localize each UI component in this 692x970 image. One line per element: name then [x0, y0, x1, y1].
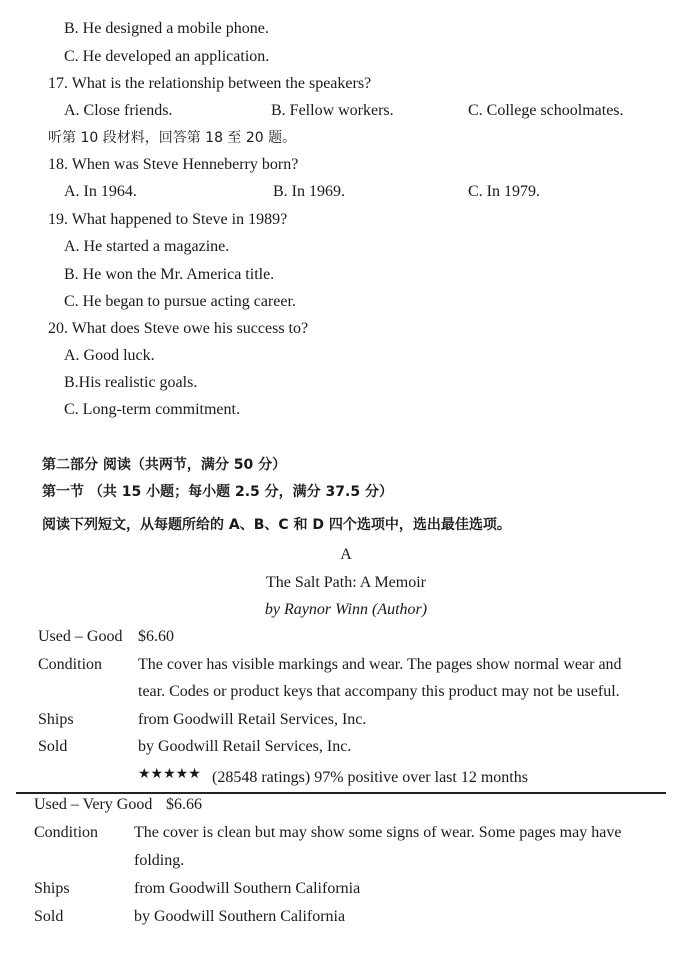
- q19-option-a: A. He started a magazine.: [64, 238, 230, 255]
- q18-option-b: B. In 1969.: [273, 183, 345, 200]
- divider: [16, 792, 666, 794]
- q17-option-a: A. Close friends.: [64, 102, 173, 119]
- part2-section1: 第一节 （共 15 小题；每小题 2.5 分，满分 37.5 分）: [42, 484, 393, 500]
- listing2-ships-value: from Goodwill Southern California: [134, 880, 361, 897]
- q17-option-c: C. College schoolmates.: [468, 102, 624, 119]
- q20-option-b: B.His realistic goals.: [64, 374, 198, 391]
- listing1-sold-value: by Goodwill Retail Services, Inc.: [138, 738, 352, 755]
- q19-option-b: B. He won the Mr. America title.: [64, 266, 275, 283]
- listing2-price: $6.66: [166, 796, 202, 813]
- listing1-condition-line1: The cover has visible markings and wear. The pages show normal wear and: [138, 656, 622, 673]
- q17-option-b: B. Fellow workers.: [271, 102, 394, 119]
- listing2-condition-line2: folding.: [134, 852, 185, 869]
- q16-option-b: B. He designed a mobile phone.: [64, 20, 269, 37]
- part2-heading: 第二部分 阅读（共两节，满分 50 分）: [42, 457, 287, 473]
- passage-title: The Salt Path: A Memoir: [266, 574, 426, 591]
- q19-option-c: C. He began to pursue acting career.: [64, 293, 296, 310]
- q18-option-a: A. In 1964.: [64, 183, 137, 200]
- listing1-ships-value: from Goodwill Retail Services, Inc.: [138, 711, 367, 728]
- part2-instruction: 阅读下列短文，从每题所给的 A、B、C 和 D 四个选项中，选出最佳选项。: [42, 517, 511, 533]
- q18-question: 18. When was Steve Henneberry born?: [48, 156, 299, 173]
- listing1-rating-text: (28548 ratings) 97% positive over last 12 months: [212, 769, 528, 786]
- listing1-condition-label: Condition: [38, 656, 103, 673]
- listing2-condition-line1: The cover is clean but may show some signs of wear. Some pages may have: [134, 824, 622, 841]
- listing2-grade: Used – Very Good: [34, 796, 153, 813]
- listing1-condition-line2: tear. Codes or product keys that accompany this product may not be useful.: [138, 683, 620, 700]
- q20-question: 20. What does Steve owe his success to?: [48, 320, 309, 337]
- section10-instruction: 听第 10 段材料，回答第 18 至 20 题。: [48, 130, 297, 146]
- listing1-grade: Used – Good: [38, 628, 123, 645]
- q16-option-c: C. He developed an application.: [64, 48, 270, 65]
- listing1-price: $6.60: [138, 628, 174, 645]
- passage-letter: A: [340, 546, 352, 563]
- q19-question: 19. What happened to Steve in 1989?: [48, 211, 288, 228]
- q20-option-c: C. Long-term commitment.: [64, 401, 240, 418]
- q17-question: 17. What is the relationship between the speakers?: [48, 75, 372, 92]
- passage-author: by Raynor Winn (Author): [264, 601, 428, 618]
- rating-stars-icon: ★★★★★: [138, 767, 201, 782]
- q20-option-a: A. Good luck.: [64, 347, 155, 364]
- q18-option-c: C. In 1979.: [468, 183, 540, 200]
- listing1-ships-label: Ships: [38, 711, 74, 728]
- listing2-condition-label: Condition: [34, 824, 99, 841]
- listing1-sold-label: Sold: [38, 738, 68, 755]
- listing2-sold-label: Sold: [34, 908, 64, 925]
- listing2-ships-label: Ships: [34, 880, 70, 897]
- listing2-sold-value: by Goodwill Southern California: [134, 908, 346, 925]
